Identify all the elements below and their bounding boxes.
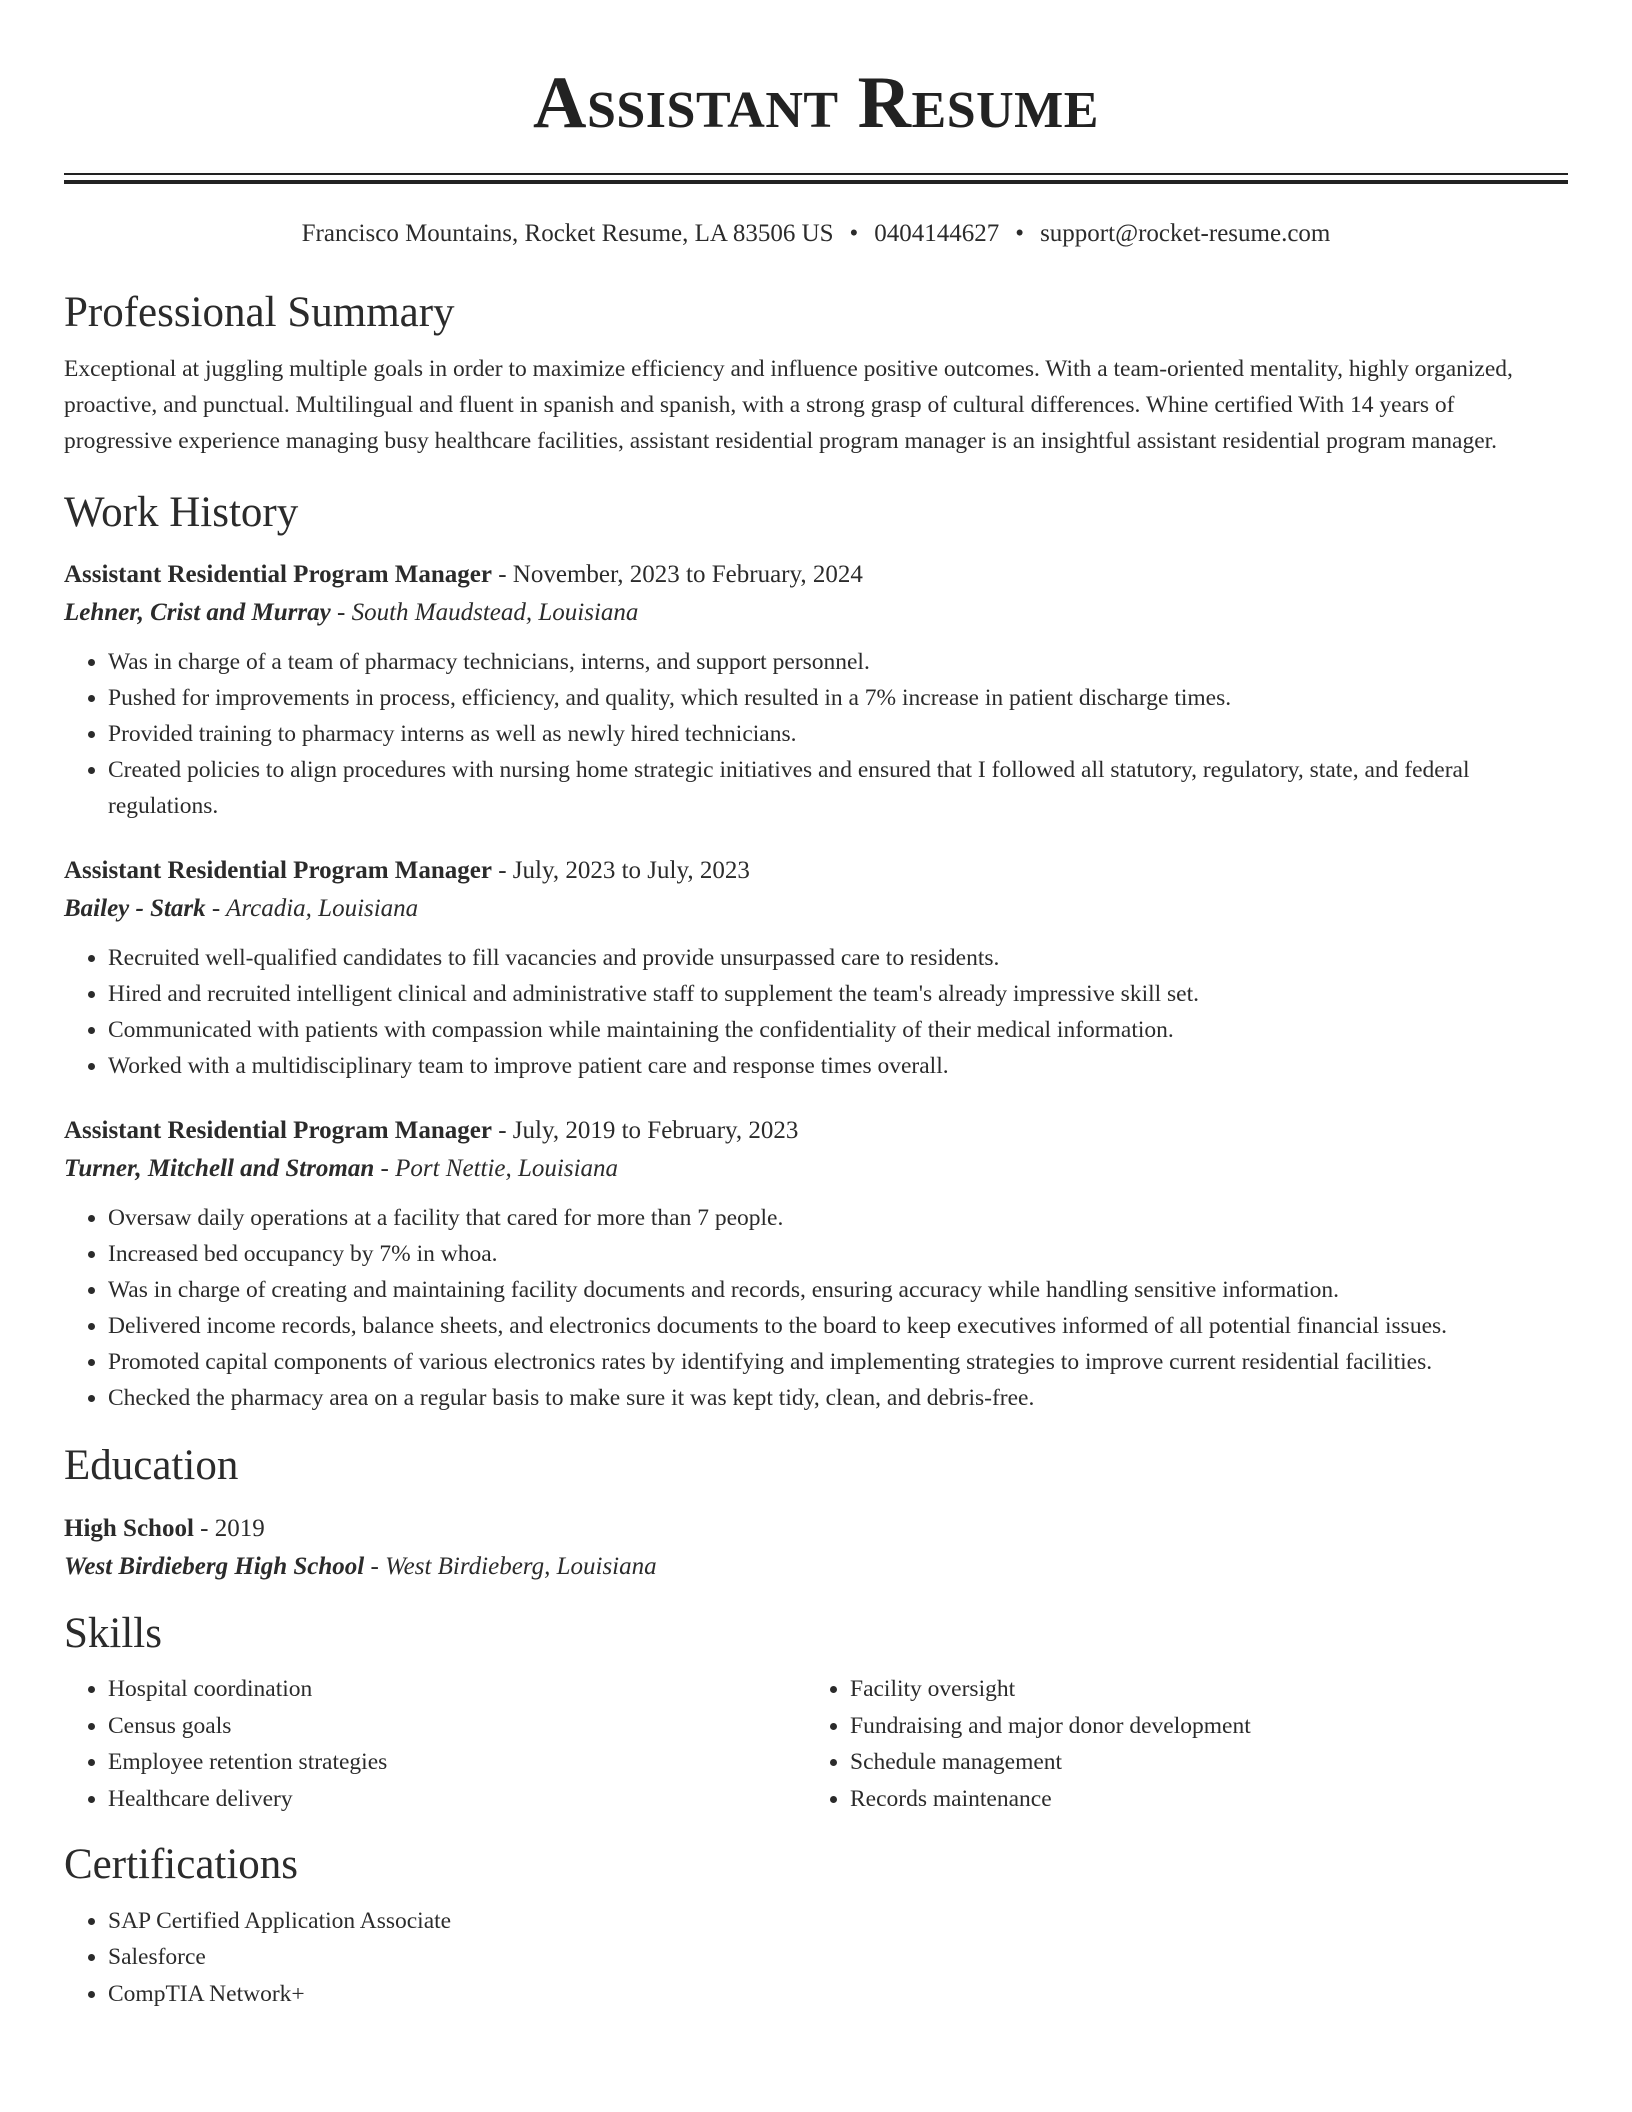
education-heading: Education: [64, 1442, 239, 1490]
job-title-line: [64, 556, 1568, 594]
school-line: [64, 1548, 1568, 1586]
company-name: Turner, Mitchell and Stroman: [64, 1155, 375, 1183]
job-title: Assistant Residential Program Manager: [64, 561, 492, 589]
company-line: [64, 594, 1568, 632]
title-double-rule: [64, 173, 1568, 184]
degree: High School: [64, 1514, 194, 1542]
job-bullet: • Worked with a multidisciplinary team to improve patient care and response times overall.: [108, 1048, 1568, 1084]
contact-phone: 0404144627: [874, 220, 1000, 247]
skill-item: • Healthcare delivery: [108, 1781, 806, 1818]
company-line: [64, 890, 1568, 928]
degree-line: [64, 1510, 1568, 1548]
skill-item: • Employee retention strategies: [108, 1744, 806, 1781]
contact-email: support@rocket-resume.com: [1040, 220, 1331, 247]
skills-heading: Skills: [64, 1609, 162, 1657]
company-line: [64, 1150, 1568, 1188]
contact-separator: •: [849, 220, 859, 247]
job-entry: [64, 852, 1568, 1084]
skill-item: • Schedule management: [850, 1744, 1548, 1781]
skills-column-left: [64, 1671, 806, 1817]
job-bullets: [64, 1200, 1568, 1416]
certifications-list: [64, 1903, 1568, 2013]
job-bullets: [64, 940, 1568, 1084]
resume-title: Assistant Resume: [533, 62, 1099, 144]
job-entry: [64, 556, 1568, 824]
job-bullet: • Communicated with patients with compassion while maintaining the confidentiality of their medical information.: [108, 1012, 1568, 1048]
company-location: - South Maudstead, Louisiana: [330, 599, 639, 627]
job-entry: [64, 1112, 1568, 1416]
job-title: Assistant Residential Program Manager: [64, 1117, 492, 1145]
skill-item: • Facility oversight: [850, 1671, 1548, 1708]
work-history-heading: Work History: [64, 488, 299, 536]
job-bullet: • Was in charge of creating and maintaining facility documents and records, ensuring accuracy while handling sensitive information.: [108, 1272, 1568, 1308]
skill-item: • Records maintenance: [850, 1781, 1548, 1818]
skills-column-right: [806, 1671, 1548, 1817]
job-bullet: • Checked the pharmacy area on a regular basis to make sure it was kept tidy, clean, and debris-free.: [108, 1380, 1568, 1416]
education-entry: [64, 1510, 1568, 1586]
job-bullet: • Was in charge of a team of pharmacy technicians, interns, and support personnel.: [108, 644, 1568, 680]
certifications-heading: Certifications: [64, 1841, 299, 1889]
contact-line: [64, 219, 1568, 249]
job-dates: - July, 2023 to July, 2023: [491, 857, 750, 885]
job-bullet: • Delivered income records, balance sheets, and electronics documents to the board to keep executives informed of all potential financial issues.: [108, 1308, 1568, 1344]
contact-separator: •: [1015, 220, 1025, 247]
job-bullet: • Recruited well-qualified candidates to fill vacancies and provide unsurpassed care to residents.: [108, 940, 1568, 976]
job-bullets: [64, 644, 1568, 824]
job-dates: - July, 2019 to February, 2023: [491, 1117, 799, 1145]
job-bullet: • Hired and recruited intelligent clinical and administrative staff to supplement the team's already impressive skill set.: [108, 976, 1568, 1012]
job-bullet: • Pushed for improvements in process, efficiency, and quality, which resulted in a 7% increase in patient discharge times.: [108, 680, 1568, 716]
job-title-line: [64, 1112, 1568, 1150]
job-bullet: • Increased bed occupancy by 7% in whoa.: [108, 1236, 1568, 1272]
job-bullet: • Promoted capital components of various electronics rates by identifying and implementing strategies to improve current residential facilities.: [108, 1344, 1568, 1380]
company-location: - Port Nettie, Louisiana: [374, 1155, 619, 1183]
job-bullet: • Provided training to pharmacy interns as well as newly hired technicians.: [108, 716, 1568, 752]
school-location: - West Birdieberg, Louisiana: [364, 1552, 657, 1580]
job-bullet: • Created policies to align procedures with nursing home strategic initiatives and ensured that I followed all statutory, regulatory, state, and federal regulations.: [108, 752, 1568, 824]
certification-item: • CompTIA Network+: [108, 1976, 1568, 2013]
skill-item: • Census goals: [108, 1708, 806, 1745]
job-title-line: [64, 852, 1568, 890]
skill-item: • Hospital coordination: [108, 1671, 806, 1708]
company-name: Lehner, Crist and Murray: [64, 599, 331, 627]
school-name: West Birdieberg High School: [64, 1552, 365, 1580]
job-title: Assistant Residential Program Manager: [64, 857, 492, 885]
job-bullet: • Oversaw daily operations at a facility that cared for more than 7 people.: [108, 1200, 1568, 1236]
contact-address: Francisco Mountains, Rocket Resume, LA 83506 US: [301, 220, 834, 247]
certification-item: • SAP Certified Application Associate: [108, 1903, 1568, 1940]
company-name: Bailey - Stark: [64, 895, 206, 923]
company-location: - Arcadia, Louisiana: [205, 895, 419, 923]
summary-heading: Professional Summary: [64, 289, 455, 336]
graduation-year: - 2019: [193, 1514, 265, 1542]
certification-item: • Salesforce: [108, 1939, 1568, 1976]
job-dates: - November, 2023 to February, 2024: [491, 561, 863, 589]
skills-grid: [64, 1671, 1568, 1817]
summary-text: Exceptional at juggling multiple goals in order to maximize efficiency and influence positive outcomes. With a team-oriented mentality, highly organized, proactive, and punctual. Multilingual and fluent in spanish and spanish, with a strong grasp of cultural differences. Whine certified With 14 years of progressive experience managing busy healthcare facilities, assistant residential program manager is an insightful assistant residential program manager.: [64, 355, 1513, 454]
skill-item: • Fundraising and major donor development: [850, 1708, 1548, 1745]
